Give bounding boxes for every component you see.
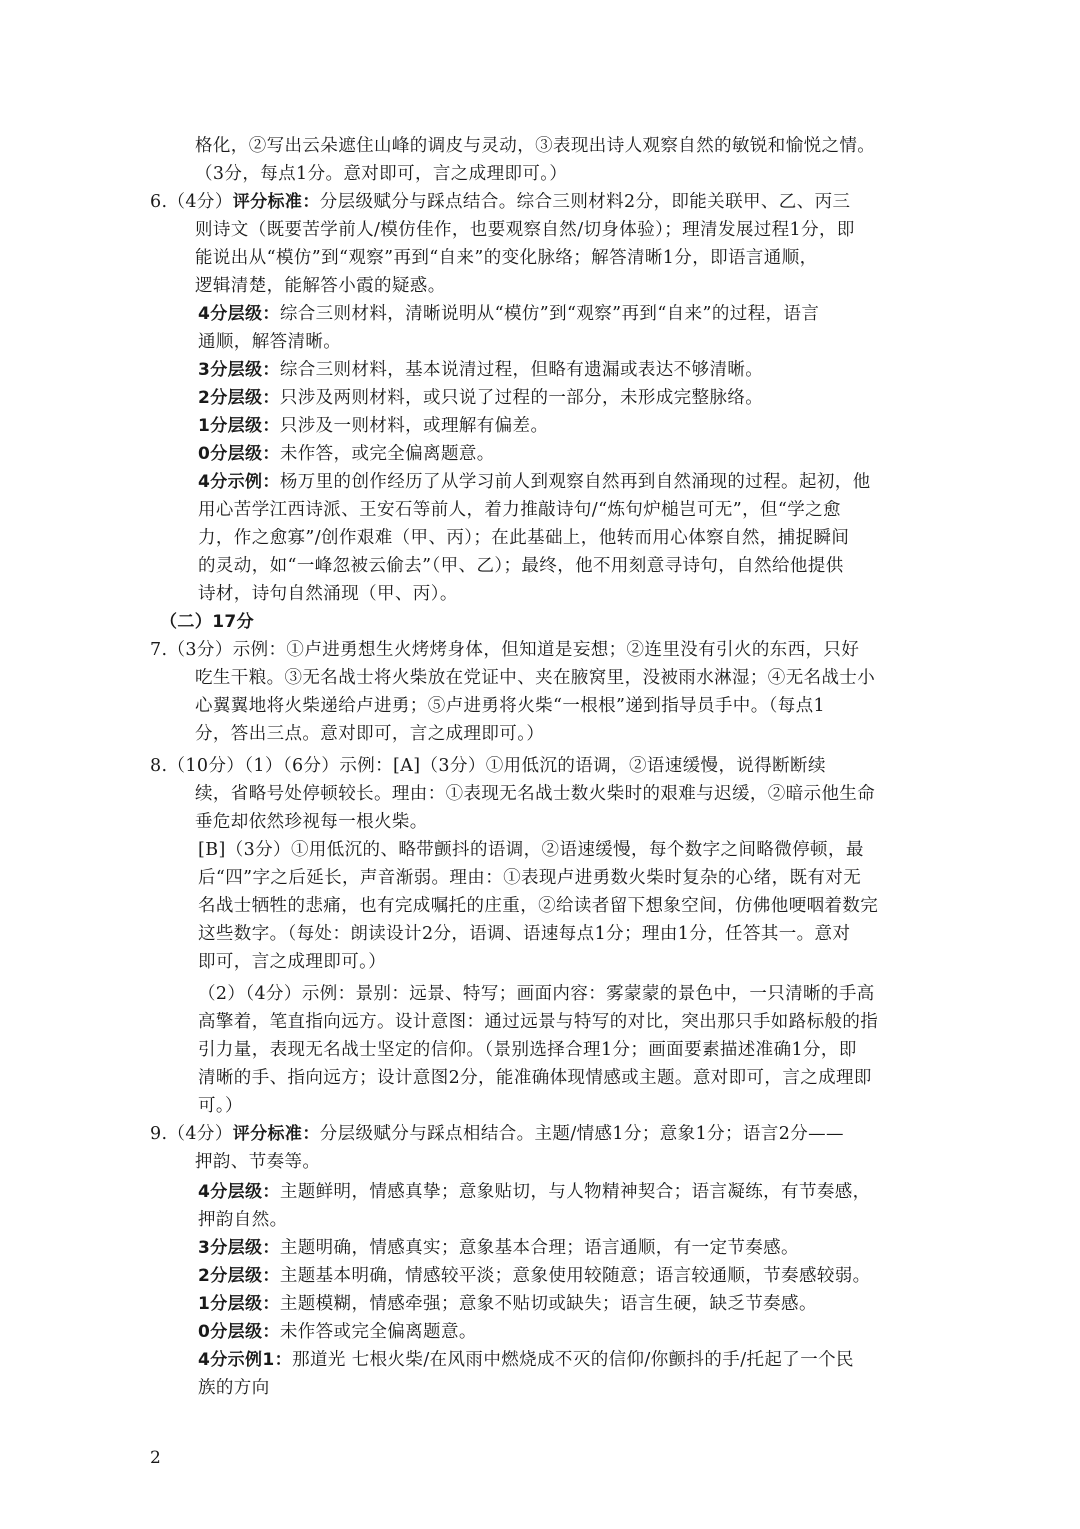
line-text: 心翼翼地将火柴递给卢进勇；⑤卢进勇将火柴“一根根”递到指导员手中。（每点1 [195,696,826,716]
text-line [198,1374,270,1402]
text-line [198,864,861,892]
text-line [195,132,875,160]
line-text: 7.（3分）示例：①卢进勇想生火烤烤身体，但知道是妄想；②连里没有引火的东西，只好 [150,640,860,660]
line-text: 9.（4分） [150,1124,233,1144]
text-line [150,636,859,664]
text-line [198,300,819,328]
line-text: 吃生干粮。③无名战士将火柴放在党证中、夹在腋窝里，没被雨水淋湿；④无名战士小 [195,668,876,688]
line-text: 分，答出三点。意对即可，言之成理即可。） [195,724,545,744]
line-text: 只涉及一则材料，或理解有偏差。 [279,416,549,436]
text-line [198,1064,872,1092]
text-line [198,412,548,440]
bold-label: 4分层级： [198,1182,280,1202]
line-text: 综合三则材料，基本说清过程，但略有遗漏或表达不够清晰。 [279,360,764,380]
line-text: 力，作之愈寡”/创作艰难（甲、丙）；在此基础上，他转而用心体察自然，捕捉瞬间 [198,528,850,548]
text-line [198,1234,799,1262]
line-text: 用心苦学江西诗派、王安石等前人，着力推敲诗句/“炼句炉槌岂可无”，但“学之愈 [198,500,841,520]
line-text: 综合三则材料，清晰说明从“模仿”到“观察”再到“自来”的过程，语言 [279,304,820,324]
line-text: 6.（4分） [150,192,233,212]
line-text: 清晰的手、指向远方；设计意图2分，能准确体现情感或主题。意对即可，言之成理即 [198,1068,872,1088]
bold-label: 0分层级： [198,444,280,464]
text-line [198,552,844,580]
text-line [195,808,428,836]
text-line [198,1206,288,1234]
line-text: 诗材，诗句自然涌现（甲、丙）。 [198,584,458,604]
text-line [198,1346,854,1374]
text-line [198,920,850,948]
text-line [198,892,878,920]
line-text: 押韵自然。 [198,1210,288,1230]
bold-label: （二）17分 [160,612,255,632]
line-text: 逻辑清楚，能解答小霞的疑惑。 [195,276,446,296]
line-text: 的灵动，如“一峰忽被云偷去”（甲、乙）；最终，他不用刻意寻诗句，自然给他提供 [198,556,844,576]
line-text: 垂危却依然珍视每一根火柴。 [195,812,428,832]
text-line [195,692,825,720]
line-text: 后“四”字之后延长，声音渐弱。理由：①表现卢进勇数火柴时复杂的心绪，既有对无 [198,868,862,888]
text-line [198,468,871,496]
text-line [195,664,875,692]
line-text: 那道光 七根火柴/在风雨中燃烧成不灭的信仰/你颤抖的手/托起了一个民 [292,1350,854,1370]
bold-label: 1分层级： [198,416,280,436]
text-line [150,188,850,216]
text-line [198,524,849,552]
line-text: 可。） [198,1096,243,1116]
line-text: （3分，每点1分。意对即可，言之成理即可。） [195,164,568,184]
line-text: 即可，言之成理即可。） [198,952,387,972]
line-text: （2）（4分）示例：景别：远景、特写；画面内容：雾蒙蒙的景色中，一只清晰的手高 [198,984,875,1004]
bold-label: 评分标准： [232,1124,320,1144]
line-text: 主题鲜明，情感真挚；意象贴切，与人物精神契合；语言凝练，有节奏感， [279,1182,871,1202]
line-text: 未作答或完全偏离题意。 [279,1322,477,1342]
line-text: 未作答，或完全偏离题意。 [279,444,495,464]
line-text: 杨万里的创作经历了从学习前人到观察自然再到自然涌现的过程。起初，他 [279,472,871,492]
text-line [198,1262,871,1290]
text-line [198,328,341,356]
line-text: 分层级赋分与踩点相结合。主题/情感1分；意象1分；语言2分—— [319,1124,844,1144]
text-line [198,384,763,412]
line-text: 主题模糊，情感牵强；意象不贴切或缺失；语言生硬，缺乏节奏感。 [279,1294,817,1314]
text-line [198,948,386,976]
text-line [150,1120,844,1148]
text-line [160,608,254,636]
text-line [198,580,458,608]
bold-label: 评分标准： [232,192,320,212]
line-text: 主题明确，情感真实；意象基本合理；语言通顺，有一定节奏感。 [279,1238,799,1258]
bold-label: 2分层级： [198,1266,280,1286]
bold-label: 2分层级： [198,388,280,408]
text-line [198,1178,871,1206]
bold-label: 1分层级： [198,1294,280,1314]
line-text: 则诗文（既要苦学前人/模仿佳作，也要观察自然/切身体验）；理清发展过程1分，即 [195,220,855,240]
line-text: 押韵、节奏等。 [195,1152,321,1172]
text-line [198,356,763,384]
text-line [195,244,818,272]
line-text: 8.（10分）（1）（6分）示例：[A]（3分）①用低沉的语调，②语速缓慢，说得断断续 [150,756,826,776]
text-line [198,1092,243,1120]
bold-label: 3分层级： [198,360,280,380]
text-line [195,780,875,808]
page-number: 2 [150,1448,161,1468]
bold-label: 4分示例： [198,472,280,492]
text-line [198,1008,878,1036]
text-line [195,160,567,188]
text-line [150,752,826,780]
text-line [195,1148,320,1176]
line-text: 能说出从“模仿”到“观察”再到“自来”的变化脉络；解答清晰1分，即语言通顺， [195,248,818,268]
text-line [195,720,544,748]
line-text: 通顺，解答清晰。 [198,332,342,352]
bold-label: 4分层级： [198,304,280,324]
line-text: 引力量，表现无名战士坚定的信仰。（景别选择合理1分；画面要素描述准确1分，即 [198,1040,857,1060]
line-text: 格化，②写出云朵遮住山峰的调皮与灵动，③表现出诗人观察自然的敏锐和愉悦之情。 [195,136,876,156]
text-line [198,1318,477,1346]
line-text: 族的方向 [198,1378,270,1398]
text-line [198,1290,817,1318]
line-text: 主题基本明确，情感较平淡；意象使用较随意；语言较通顺，节奏感较弱。 [279,1266,871,1286]
line-text: 这些数字。（每处：朗读设计2分，语调、语速每点1分；理由1分，任答其一。意对 [198,924,851,944]
text-line [195,272,446,300]
line-text: 分层级赋分与踩点结合。综合三则材料2分，即能关联甲、乙、丙三 [319,192,851,212]
bold-label: 4分示例1： [198,1350,293,1370]
text-line [195,216,855,244]
bold-label: 0分层级： [198,1322,280,1342]
text-line [198,496,841,524]
text-line [198,440,495,468]
text-line [198,1036,857,1064]
line-text: 只涉及两则材料，或只说了过程的一部分，未形成完整脉络。 [279,388,764,408]
line-text: 高擎着，笔直指向远方。设计意图：通过远景与特写的对比，突出那只手如路标般的指 [198,1012,879,1032]
line-text: [B]（3分）①用低沉的、略带颤抖的语调，②语速缓慢，每个数字之间略微停顿，最 [198,840,864,860]
text-line [198,836,864,864]
text-line [198,980,875,1008]
bold-label: 3分层级： [198,1238,280,1258]
line-text: 续，省略号处停顿较长。理由：①表现无名战士数火柴时的艰难与迟缓，②暗示他生命 [195,784,876,804]
line-text: 名战士牺牲的悲痛，也有完成嘱托的庄重，②给读者留下想象空间，仿佛他哽咽着数完 [198,896,879,916]
